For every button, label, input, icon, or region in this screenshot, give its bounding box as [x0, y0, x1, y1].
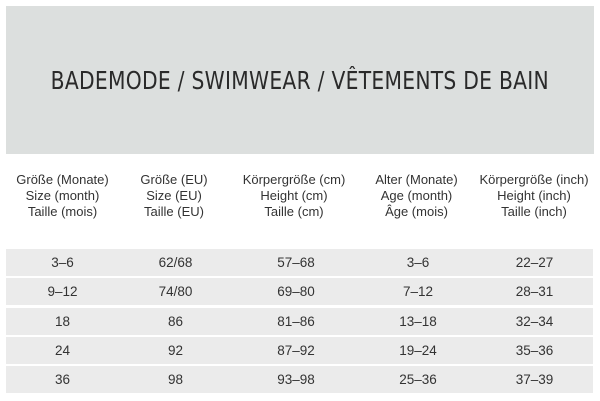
- table-row: [6, 308, 593, 335]
- header-label-en: Height (inch): [497, 188, 571, 203]
- cell-height-cm: 93–98: [277, 372, 315, 388]
- table-row: [6, 249, 593, 276]
- page-title: BADEMODE / SWIMWEAR / VÊTEMENTS DE BAIN: [50, 65, 550, 95]
- cell-height-cm: 57–68: [277, 255, 315, 270]
- header-label-de: Größe (Monate): [16, 172, 109, 187]
- header-label-fr: Taille (EU): [144, 204, 204, 219]
- cell-age-month: 7–12: [402, 284, 434, 300]
- cell-size-month: 9–12: [47, 284, 78, 300]
- cell-size-eu: 98: [167, 372, 184, 388]
- cell-size-eu: 74/80: [158, 284, 193, 300]
- table-header: [6, 172, 594, 220]
- cell-age-month: 19–24: [399, 342, 437, 358]
- cell-size-eu: 86: [167, 313, 184, 329]
- cell-height-cm: 87–92: [277, 342, 315, 358]
- header-label-de: Körpergröße (inch): [479, 172, 589, 187]
- column-header-size-month: [6, 172, 119, 220]
- header-label-en: Size (month): [25, 188, 100, 203]
- cell-height-inch: 32–34: [515, 313, 554, 329]
- cell-height-inch: 28–31: [515, 284, 554, 300]
- column-header-size-eu: [119, 172, 229, 220]
- cell-size-month: 36: [54, 372, 71, 388]
- size-table-body: [6, 249, 593, 395]
- column-header-height-inch: [474, 172, 594, 220]
- table-row: [6, 278, 593, 305]
- cell-size-month: 3–6: [51, 255, 74, 270]
- cell-height-inch: 22–27: [515, 255, 554, 270]
- column-header-age-month: [359, 172, 474, 220]
- column-header-height-cm: [229, 172, 359, 220]
- cell-age-month: 13–18: [399, 313, 437, 329]
- header-label-de: Größe (EU): [140, 172, 208, 187]
- table-row: [6, 366, 593, 393]
- cell-height-cm: 81–86: [277, 313, 315, 329]
- cell-height-inch: 35–36: [515, 342, 554, 358]
- cell-size-eu: 62/68: [158, 255, 193, 270]
- header-label-de: Körpergröße (cm): [242, 172, 346, 187]
- header-label-de: Alter (Monate): [375, 172, 458, 187]
- cell-age-month: 3–6: [406, 255, 430, 270]
- cell-size-month: 24: [54, 342, 71, 358]
- header-label-fr: Âge (mois): [385, 204, 448, 219]
- header-label-en: Height (cm): [260, 188, 328, 203]
- cell-height-cm: 69–80: [277, 284, 315, 300]
- title-banner: [6, 6, 594, 154]
- cell-age-month: 25–36: [399, 372, 437, 388]
- header-label-fr: Taille (inch): [501, 204, 567, 219]
- cell-height-inch: 37–39: [515, 372, 554, 388]
- table-row: [6, 337, 593, 364]
- cell-size-month: 18: [54, 313, 71, 329]
- header-label-fr: Taille (mois): [27, 204, 98, 219]
- header-label-en: Age (month): [380, 188, 453, 203]
- cell-size-eu: 92: [167, 342, 184, 358]
- header-label-en: Size (EU): [146, 188, 202, 203]
- header-label-fr: Taille (cm): [264, 204, 324, 219]
